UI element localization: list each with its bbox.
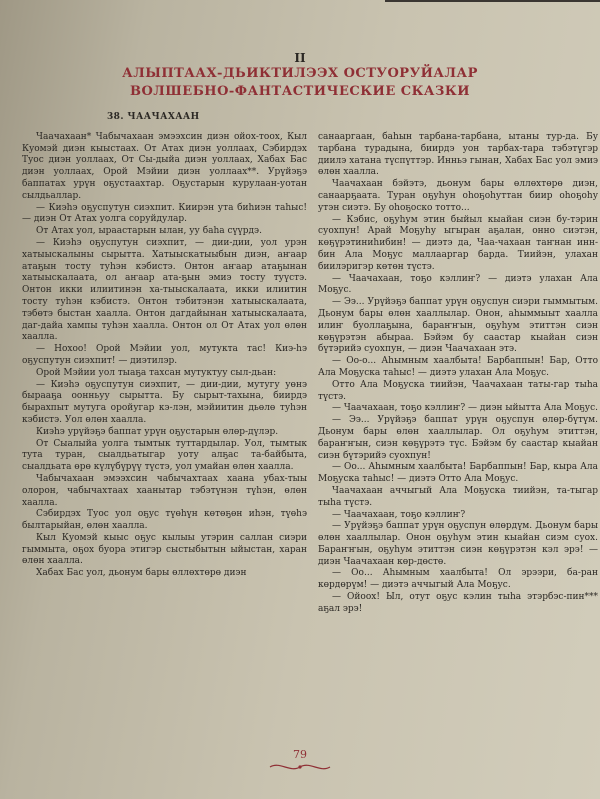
paragraph: Чаачахаан бэйэтэ, дьонум бары өллөхтөрө диэн, санаарҕаата. Туран оҕуһун оһоҕоһуттан биир оһоҕоһу утэн сиэтэ. Бу оһоҕоско тотто...: [318, 179, 598, 213]
paragraph: Киэһэ урүйэҕэ баппат урүн оҕустарын өлөр-дүлэр.: [36, 426, 279, 437]
paragraph: — Чаачахаан, тоҕо кэллиҥ?: [332, 509, 466, 520]
paragraph: — Оо-о... Аһымным хаалбыта! Барбаппын! Бар, Отто Ала Моҕуска таһыс! — диэтэ улахан Ала Моҕус.: [318, 356, 598, 378]
page-number: 79: [293, 748, 307, 761]
paragraph: — Нохоо! Орой Мэйии уол, мутукта тас! Киэ-һэ оҕуспутун сиэхпит! — диэтилэр.: [22, 344, 307, 366]
chapter-title-yakut: АЛЫПТААХ-ДЬИКТИЛЭЭХ ОСТУОРУЙАЛАР: [122, 66, 478, 81]
paragraph: Отто Ала Моҕуска тиийэн, Чаачахаан таты-гар тыһа түстэ.: [318, 379, 598, 402]
paragraph: — Оо... Аһымным хаалбыта! Ол эрээри, ба-ран көрдөрүм! — диэтэ аччыгый Ала Моҕус.: [318, 568, 598, 591]
paragraph: Орой Мэйии уол тыаҕа тахсан мутуктуу сыл-дьан:: [36, 367, 277, 378]
left-column: [22, 112, 307, 580]
top-rule: [385, 0, 600, 2]
paragraph: — Ойоох! Ыл, отут оҕус кэлин тыһа этэрбэс-пин*** аҕал эрэ!: [318, 592, 598, 614]
paragraph: Чаачахаан* Чабычахаан эмээхсин диэн ойох-тоох, Кыл Куомэй диэн кыыстаах. От Атах диэн уоллаах, Сэбирдэх Туос диэн уоллаах, От Сы-дыйа диэн уоллаах, Хабах Бас диэн уоллаах, Орой Мэйии диэн уоллаах**. Урүйэҕэ баппатах урүн оҕустаахтар. Оҕустарын курулаан-уотан сылдьаллар.: [22, 131, 307, 201]
paragraph: — Ээ... Урүйэҕэ баппат урүн оҕуспун өлөр-бүтүм. Дьонум бары өлөн хааллылар. Ол оҕуһум этиттэн, бараҥҥын, сиэн көҕүрэтэ түс. Бэйэм бу саастар кыайан сиэн бүтэрийэ суохпун!: [318, 415, 598, 461]
paragraph: — Киэһэ оҕуспутун сиэхпит, — дии-дии, уол урэн хатыыскалыны сырытта. Хатыыскатыыбын диэн, аҥаар атаҕын тосту туһэн кэбистэ. Онтон аҥаар атаҕынан хатыыскалаата, ол аҥаар ата-ҕын эмиэ тосту туүстэ. Онтон икки илиитинэн ха-тыыскалаата, икки илиитин тосту туһэн кэбистэ. Онтон тэбитэнэн хатыыскалаата, тэбөтэ быстан хаалла. Онтон дагдайынан хатыыскалаата, даг-дайа хампы туһэн хаалла. Онтон ол От Атах уол өлөн хаалла.: [22, 237, 307, 343]
paragraph: — Киэһэ оҕуспутун сиэхпит. Киирэн ута биһиэн таһыс! — диэн От Атах уолга соруйдулар.: [22, 202, 307, 225]
paragraph: — Ээ... Урүйэҕэ баппат урүн оҕуспун сиэри гыммытым. Дьонум бары өлөн хааллылар. Онон, аһыммыыт хаалла илиҥ буоллаҕына, бараҥҥын, оҕуһум этиттэн сиэн көҕүрэтэн абыраа. Бэйэм бу саастар кыайан сиэн бүтэрийэ суохпун, — диэн Чаачахаан этэ.: [318, 297, 598, 355]
paragraph: — Кэбис, оҕуһум этин быйыл кыайан сиэн бу-тэрин суохпун! Арай Моҕуһу ыгыран аҕалан, онно сиэтэн, көҕүрэтиниһибин! — диэтэ да, Чаа-чахаан таҥнан инн-бин Ала Моҕус маллааргар барда. Тиийэн, улахан биилэригэр көтөн түстэ.: [318, 214, 598, 272]
paragraph: — Чаачахаан, тоҕо кэллиҥ? — диэтэ улахан Ала Моҕус.: [318, 273, 598, 296]
paragraph: Чабычахаан эмээхсин чабычахтаах хаана убах-тыы олорон, чабычахтаах хаанытар тэбэтүнэн түһэн, өлөн хаалла.: [22, 473, 307, 508]
paragraph: Хабах Бас уол, дьонум бары өллөхтөрө диэн: [36, 568, 247, 579]
section-roman-numeral: II: [294, 51, 306, 65]
paragraph: Сэбирдэх Туос уол оҕус түөһүн көтөҕөн иһэн, түөһэ былтарыйан, өлөн хаалла.: [22, 509, 307, 532]
ornament-flourish-icon: [268, 760, 332, 774]
chapter-title-russian: ВОЛШЕБНО-ФАНТАСТИЧЕСКИЕ СКАЗКИ: [130, 84, 470, 99]
right-column: [318, 132, 598, 616]
paragraph: От Атах уол, ыраастарын ылан, уу баһа сүүрдэ.: [36, 226, 262, 237]
paragraph: — Урүйэҕэ баппат урүн оҕуспун өлөрдүм. Дьонум бары өлөн хааллылар. Онон оҕуһум этин кыайан сиэм суох. Бараҥҥын, оҕуһум этиттэн сиэн көҕүрэтэн кэл эрэ! — диэн Чаачахаан көр-дөстө.: [318, 521, 598, 567]
paragraph: — Чаачахаан, тоҕо кэллиҥ? — диэн ыйытта Ала Моҕус.: [332, 403, 598, 414]
paragraph: — Киэһэ оҕуспутун сиэхпит, — дии-дии, мутугу уөнэ бырааҕа оонньуу сырытта. Бу сырыт-тахына, биирдэ бырахпыт мутуга оройугар кэ-лэн, мэйиитин дьөлө туһэн кэбистэ. Уол өлөн хаалла.: [22, 379, 307, 425]
paragraph: Кыл Куомэй кыыс оҕус кылыы утэрин саллан сиэри гыммыта, оҕох буора этигэр сыстыбытын ыйыстан, харан өлөн хаалла.: [22, 532, 307, 567]
story-heading: 38. ЧААЧАХААН: [107, 112, 200, 122]
paragraph: Чаачахаан аччыгый Ала Моҕуска тиийэн, та-тыгар тыһа түстэ.: [318, 485, 598, 508]
paragraph: санааргаан, баһын тарбана-тарбана, ытаны тур-да. Бу тарбана турадына, биирдэ уон тарбах-тара тэбэтүгэр диилэ хатана түспүттэр. Инньэ гынан, Хабах Бас уол эмиэ өлөн хаалла.: [318, 132, 598, 178]
paragraph: От Сыалыйа уолга тымтык туттардылар. Уол, тымтык тута туран, сыалдьатыгар уоту алҕас та-байбыта, сыалдьата өрө күлүбүрүү түстэ, уол умайан өлөн хаалла.: [22, 438, 307, 473]
paragraph: — Оо... Аһымным хаалбыта! Барбаппын! Бар, кыра Ала Моҕуска таһыс! — диэтэ Отто Ала Моҕус.: [318, 462, 598, 485]
